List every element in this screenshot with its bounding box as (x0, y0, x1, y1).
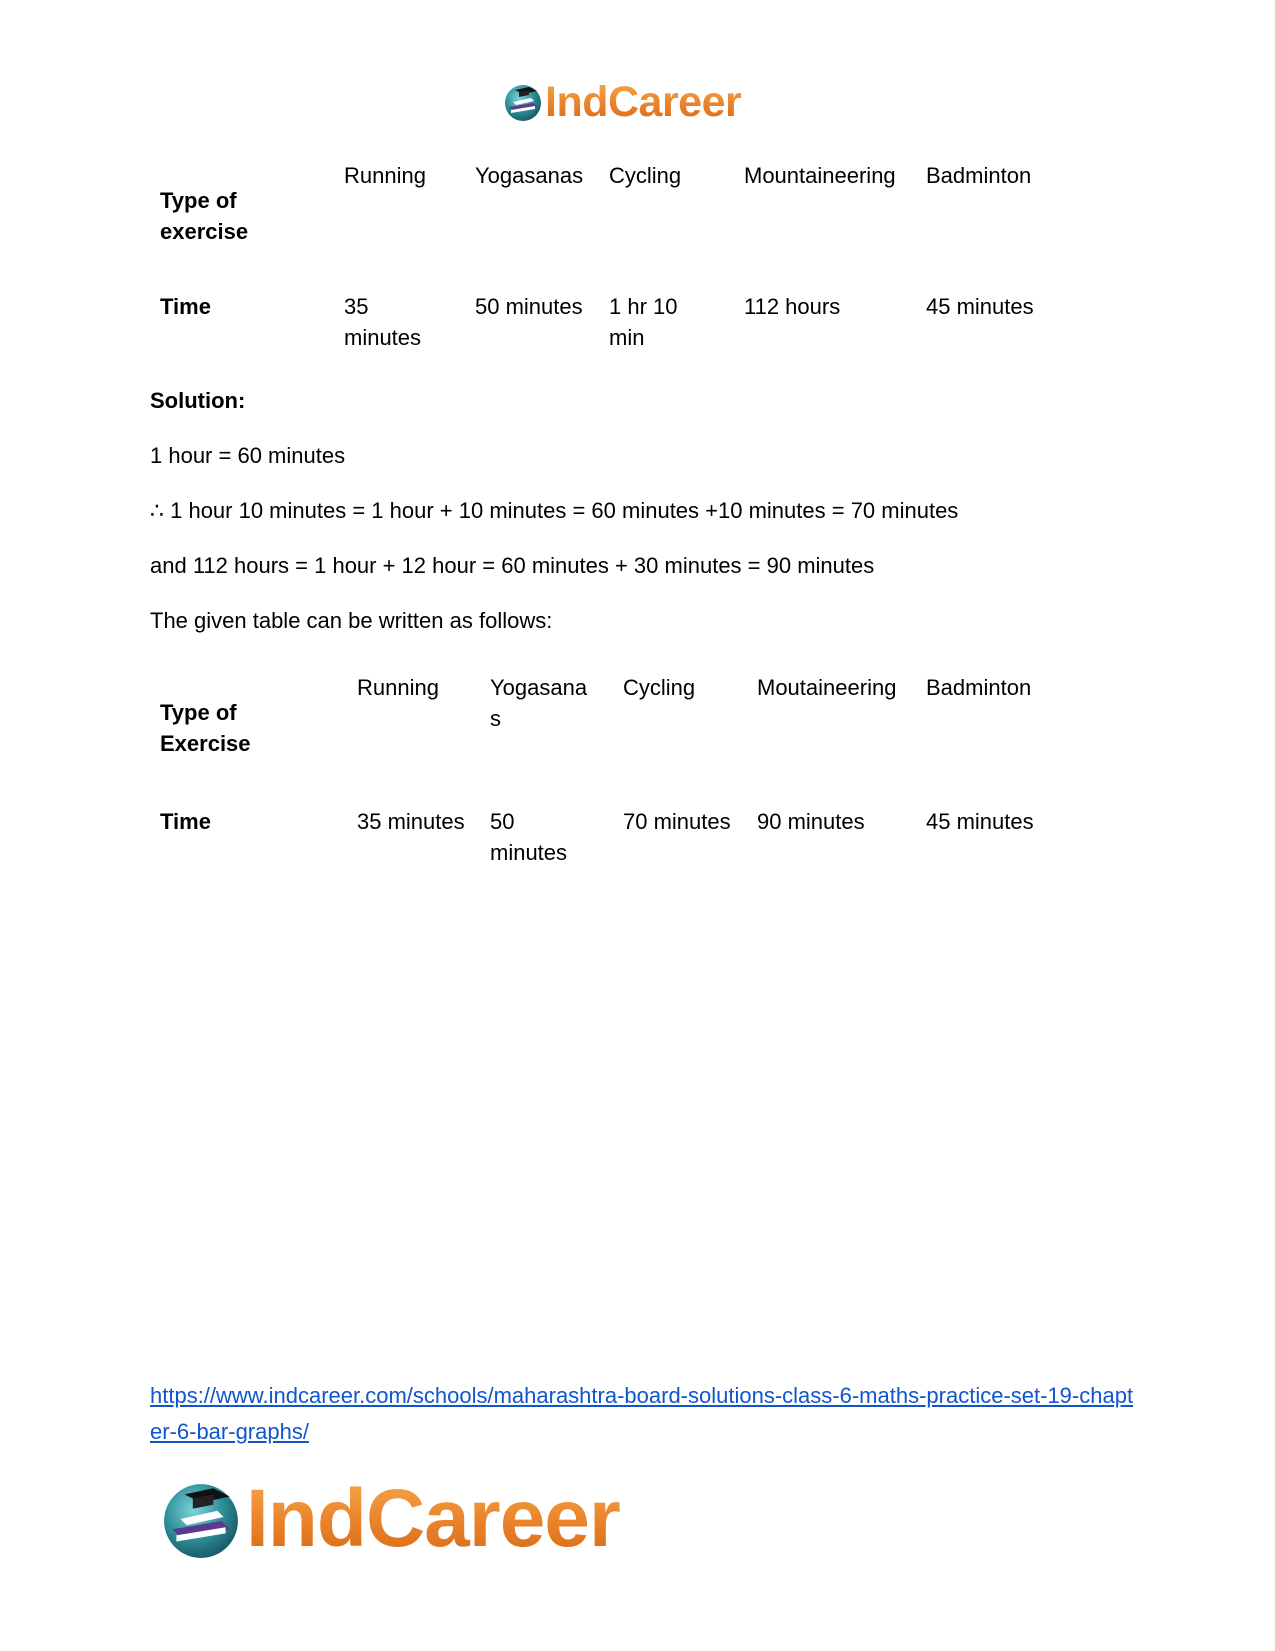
table1-header-line: Type of (160, 188, 237, 213)
solution-line: The given table can be written as follows: (150, 608, 553, 633)
table2-cell: 50 minutes (490, 809, 568, 865)
indcareer-logo-bottom (160, 1474, 620, 1564)
table1-cell: 45 minutes (926, 294, 1034, 319)
table2-row-label: Time (160, 809, 211, 834)
table1-cell: 112 hours (744, 294, 841, 319)
table2-column-header: Cycling (623, 675, 696, 700)
globe-books-icon (503, 82, 543, 122)
logo-wordmark: IndCareer (246, 1473, 620, 1564)
solution-line: and 112 hours = 1 hour + 12 hour = 60 minutes + 30 minutes = 90 minutes (150, 553, 875, 578)
table1-cell: 1 hr 10 min (609, 294, 678, 350)
table2-cell: 35 minutes (357, 809, 465, 834)
table2-column-header: Badminton (926, 675, 1032, 700)
table1-column-header: Mountaineering (744, 163, 896, 188)
table2-column-header: Running (357, 675, 439, 700)
logo-wordmark: IndCareer (545, 77, 742, 126)
table1-column-header: Badminton (926, 163, 1032, 188)
table2-column-header: Yogasanas (490, 675, 588, 731)
source-url-link[interactable]: https://www.indcareer.com/schools/maharashtra-board-solutions-class-6-maths-practice-set-19-chapter-6-bar-graphs/ (150, 1383, 1134, 1444)
table1-column-header: Cycling (609, 163, 682, 188)
indcareer-logo-top (503, 78, 741, 126)
solution-line: ∴ 1 hour 10 minutes = 1 hour + 10 minutes = 60 minutes +10 minutes = 70 minutes (150, 498, 959, 523)
solution-heading: Solution: (150, 388, 246, 413)
table2-cell: 90 minutes (757, 809, 865, 834)
table2-header-label (160, 697, 251, 759)
table2-cell: 45 minutes (926, 809, 1034, 834)
table1-cell: 50 minutes (475, 294, 583, 319)
solution-line: 1 hour = 60 minutes (150, 443, 346, 468)
table1-header-line: exercise (160, 219, 249, 244)
table2-cell: 70 minutes (623, 809, 731, 834)
table1-cell: 35 minutes (344, 294, 422, 350)
table1-column-header: Yogasanas (475, 163, 584, 188)
table1-row-label: Time (160, 294, 211, 319)
table2-column-header: Moutaineering (757, 675, 897, 700)
table2-header-line: Type of (160, 700, 237, 725)
table2-header-line: Exercise (160, 731, 251, 756)
table1-header-label (160, 185, 248, 247)
globe-books-icon (160, 1478, 242, 1560)
table1-column-header: Running (344, 163, 426, 188)
